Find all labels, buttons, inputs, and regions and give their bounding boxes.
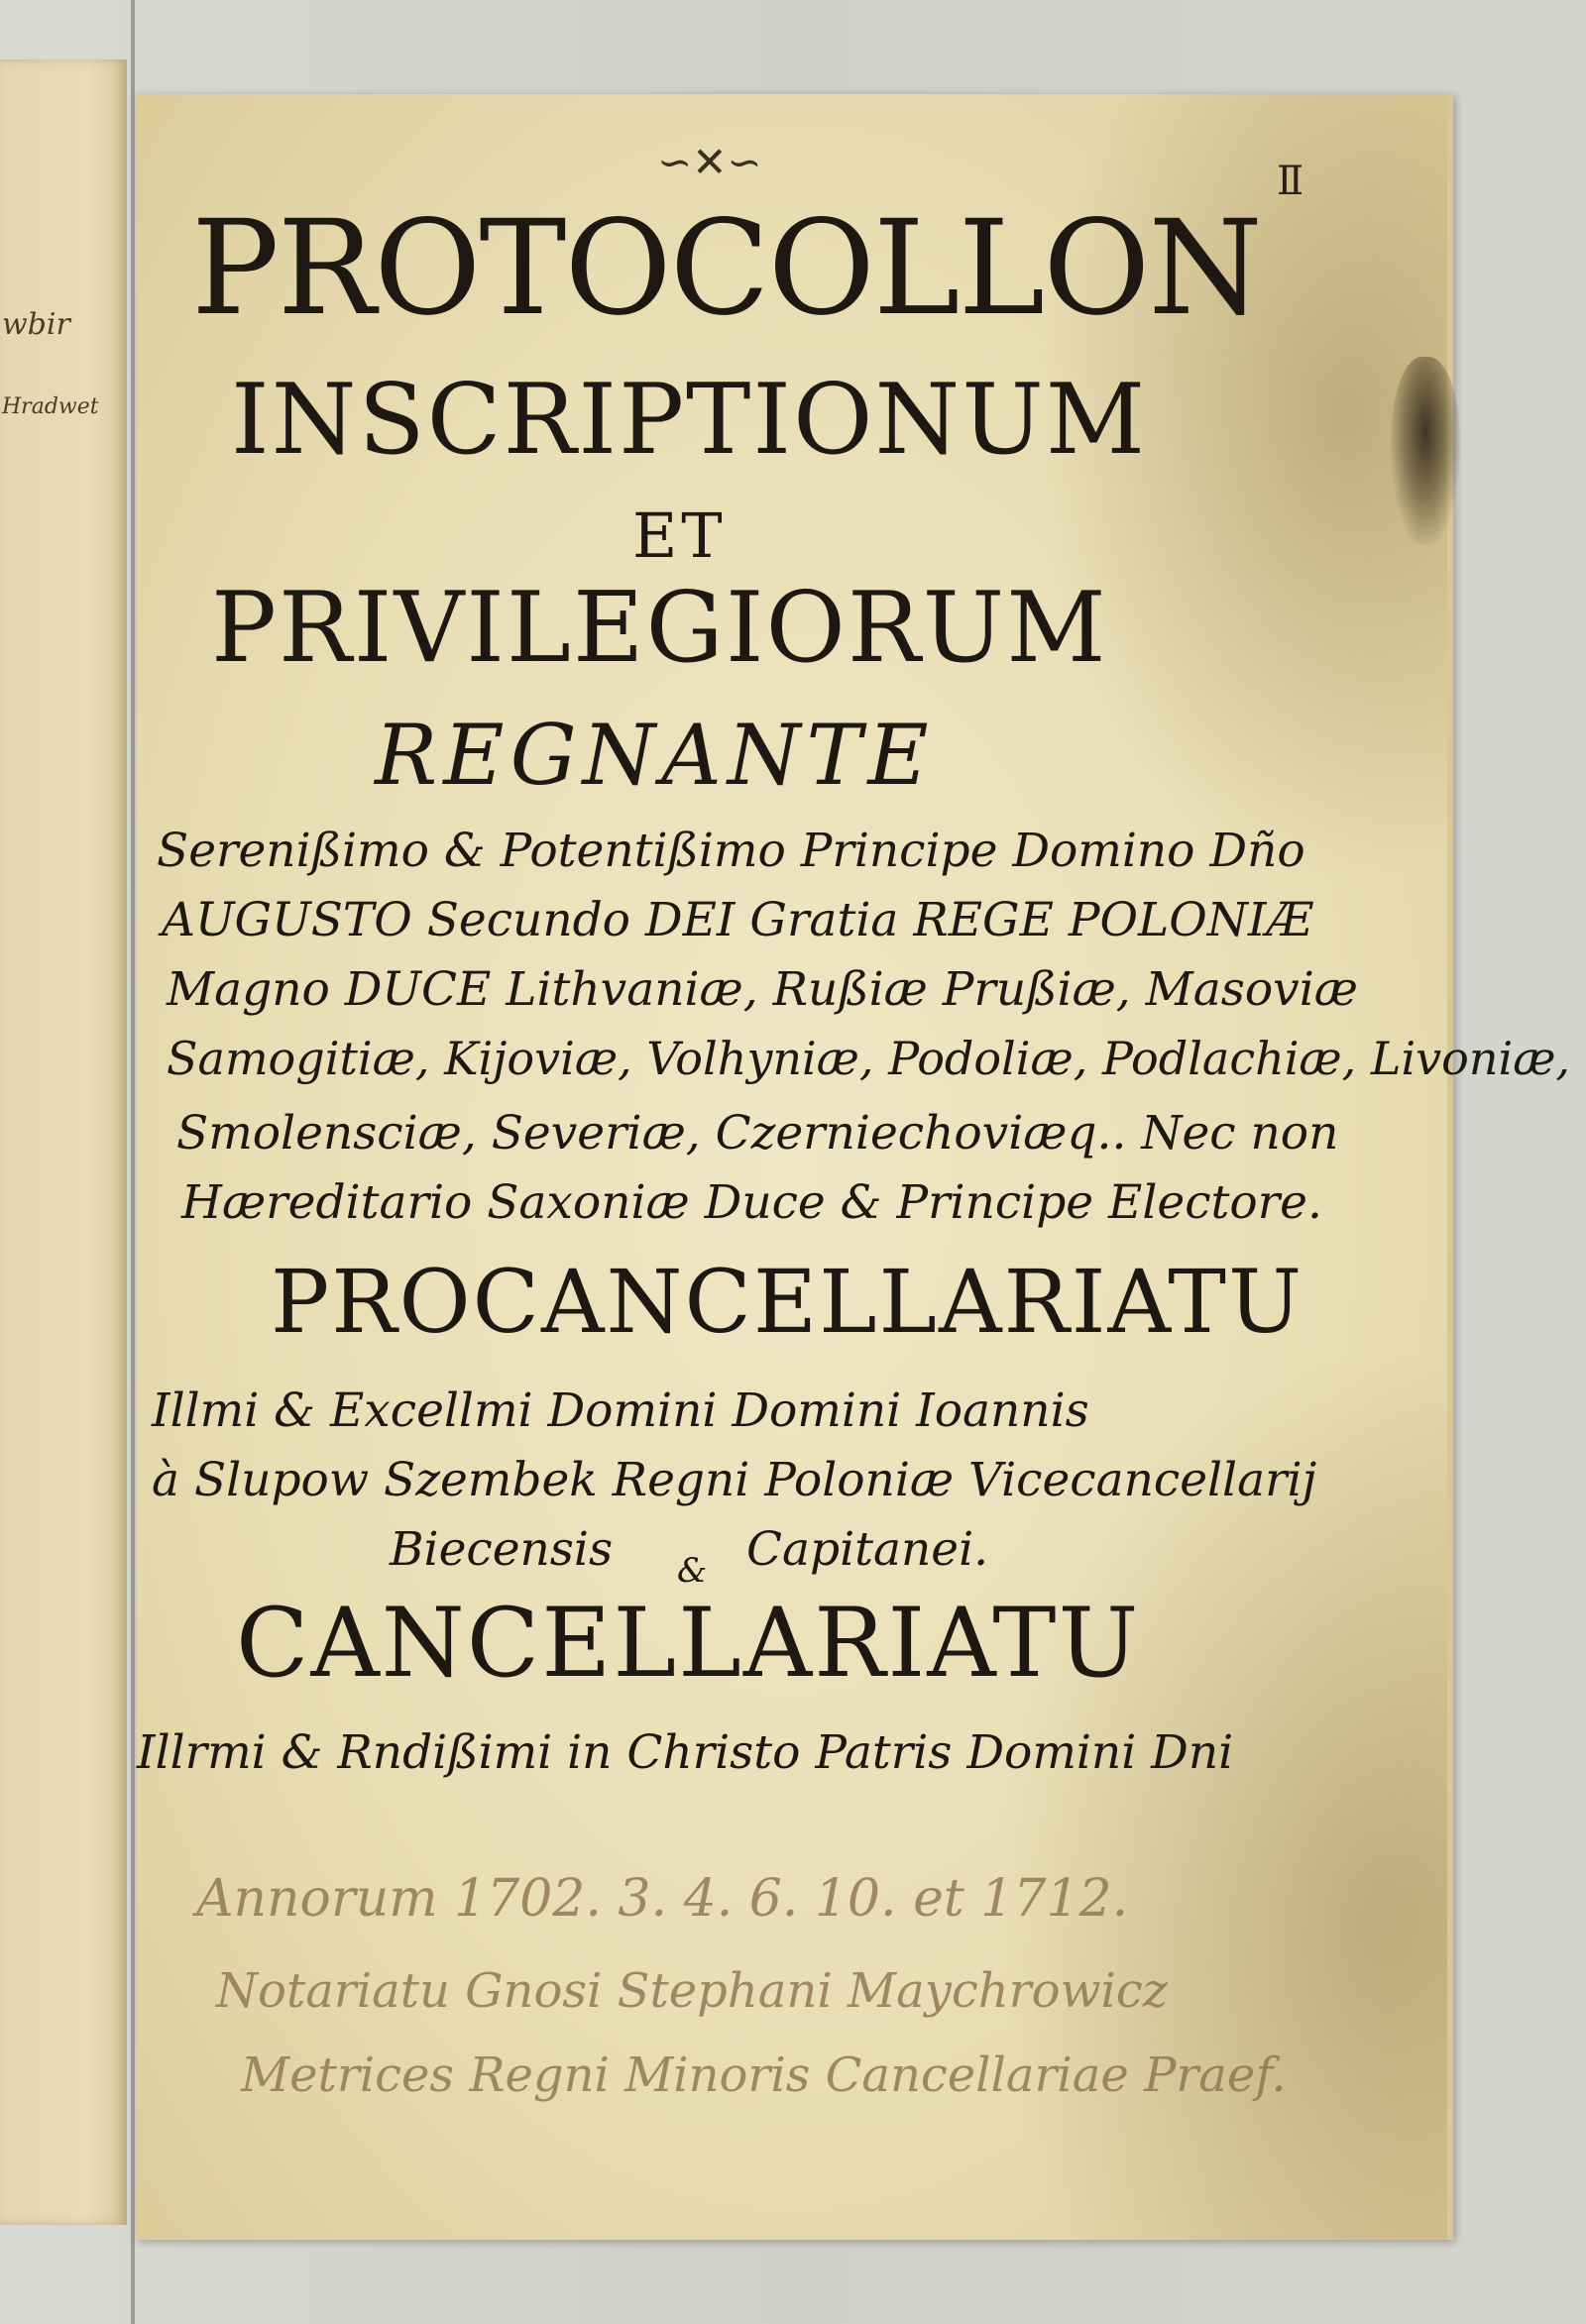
- heading-cancellariatu: CANCELLARIATU: [236, 1588, 1141, 1699]
- title-line-regnante: REGNANTE: [375, 707, 935, 804]
- left-facing-page: [0, 59, 127, 2225]
- body-line: Samogitiæ, Kijoviæ, Volhyniæ, Podoliæ, Podlachiæ, Livoniæ,: [167, 1032, 1571, 1085]
- book-gutter: [131, 0, 135, 2324]
- procancellariatu-line: à Slupow Szembek Regni Poloniæ Vicecancellarij: [152, 1453, 1317, 1507]
- title-line-protocollon: PROTOCOLLON: [191, 192, 1261, 345]
- body-line: Serenißimo & Potentißimo Principe Domino Dño: [157, 824, 1305, 878]
- title-line-et: ET: [632, 499, 727, 572]
- pencil-note: Annorum 1702. 3. 4. 6. 10. et 1712.: [196, 1869, 1129, 1929]
- pencil-note: Metrices Regni Minoris Cancellariae Praef.: [241, 2047, 1287, 2103]
- cancellariatu-line: Illrmi & Rndißimi in Christo Patris Domini Dni: [137, 1725, 1234, 1780]
- manuscript-page: [137, 94, 1571, 2240]
- folio-number: Ⅱ: [1277, 159, 1304, 204]
- left-margin-note: wbir: [2, 307, 70, 342]
- title-line-privilegiorum: PRIVILEGIORUM: [211, 572, 1108, 685]
- procancellariatu-line: Capitanei.: [746, 1522, 989, 1577]
- body-line: Magno DUCE Lithvaniæ, Rußiæ Prußiæ, Masoviæ: [167, 962, 1358, 1017]
- header-ornament: ∽✕∽: [657, 138, 762, 186]
- procancellariatu-line: Illmi & Excellmi Domini Domini Ioannis: [152, 1383, 1089, 1438]
- title-line-inscriptionum: INSCRIPTIONUM: [231, 364, 1148, 477]
- procancellariatu-ampersand: &: [677, 1551, 708, 1591]
- procancellariatu-line: Biecensis: [390, 1522, 614, 1577]
- body-line: Hæreditario Saxoniæ Duce & Principe Electore.: [181, 1175, 1322, 1230]
- pencil-note: Notariatu Gnosi Stephani Maychrowicz: [216, 1963, 1169, 2019]
- body-line: AUGUSTO Secundo DEI Gratia REGE POLONIÆ: [162, 893, 1313, 947]
- left-margin-note: Hradwet: [2, 394, 99, 419]
- heading-procancellariatu: PROCANCELLARIATU: [271, 1251, 1304, 1353]
- body-line: Smolensciæ, Severiæ, Czerniechoviæq.. Nec non: [176, 1106, 1339, 1161]
- ink-stain: [1391, 357, 1460, 545]
